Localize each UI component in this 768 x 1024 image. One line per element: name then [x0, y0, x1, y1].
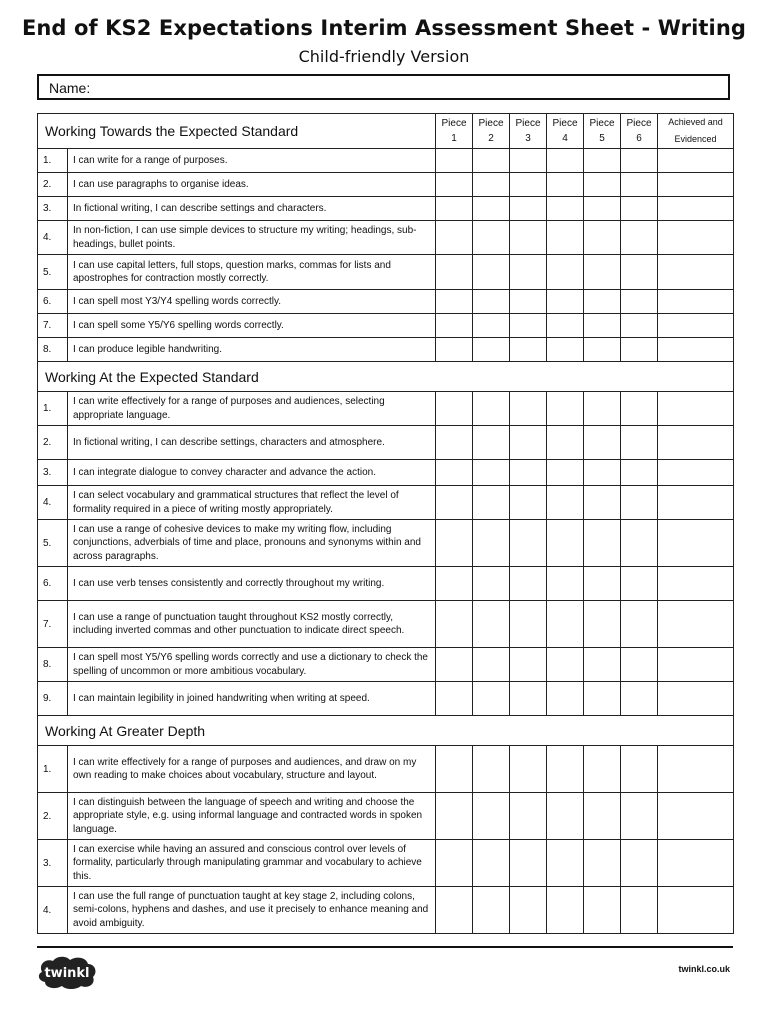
table-row: [38, 567, 734, 601]
piece-checkbox-cell[interactable]: [621, 255, 658, 290]
piece-checkbox-cell[interactable]: [584, 338, 621, 362]
piece-checkbox-cell[interactable]: [621, 221, 658, 255]
piece-checkbox-cell[interactable]: [473, 314, 510, 338]
piece-checkbox-cell[interactable]: [473, 149, 510, 173]
table-row: [38, 460, 734, 486]
piece-checkbox-cell[interactable]: [584, 567, 621, 601]
piece-checkbox-cell[interactable]: [473, 392, 510, 426]
piece-header: [510, 114, 547, 149]
statement-text: I can spell most Y5/Y6 spelling words correctly and use a dictionary to check the spelling of uncommon or more ambitious vocabulary.: [68, 648, 436, 682]
table-row: [38, 520, 734, 567]
row-number: 4.: [38, 221, 68, 255]
piece-checkbox-cell[interactable]: [473, 460, 510, 486]
table-row: [38, 392, 734, 426]
piece-checkbox-cell[interactable]: [436, 567, 473, 601]
piece-header-number: 6: [636, 133, 642, 144]
piece-checkbox-cell[interactable]: [584, 486, 621, 520]
table-row: [38, 290, 734, 314]
piece-checkbox-cell[interactable]: [510, 682, 547, 716]
piece-checkbox-cell[interactable]: [547, 682, 584, 716]
achieved-checkbox-cell[interactable]: [658, 887, 734, 934]
statement-text: In fictional writing, I can describe settings, characters and atmosphere.: [68, 426, 436, 460]
table-row: [38, 173, 734, 197]
page-title: End of KS2 Expectations Interim Assessment Sheet - Writing: [21, 16, 747, 40]
piece-checkbox-cell[interactable]: [436, 486, 473, 520]
table-row: [38, 255, 734, 290]
piece-checkbox-cell[interactable]: [510, 887, 547, 934]
statement-text: I can integrate dialogue to convey character and advance the action.: [68, 460, 436, 486]
row-number: 3.: [38, 840, 68, 887]
piece-checkbox-cell[interactable]: [436, 460, 473, 486]
piece-checkbox-cell[interactable]: [547, 520, 584, 567]
statement-text: I can use a range of punctuation taught throughout KS2 mostly correctly, including inverted commas and other punctuation to indicate direct speech.: [68, 601, 436, 648]
piece-checkbox-cell[interactable]: [584, 197, 621, 221]
table-row: [38, 746, 734, 793]
piece-checkbox-cell[interactable]: [473, 197, 510, 221]
table-row: [38, 149, 734, 173]
name-label: Name:: [49, 80, 91, 96]
row-number: 4.: [38, 486, 68, 520]
achieved-header-line1: Achieved and: [668, 117, 723, 127]
achieved-checkbox-cell[interactable]: [658, 486, 734, 520]
table-row: [38, 338, 734, 362]
piece-checkbox-cell[interactable]: [436, 682, 473, 716]
piece-checkbox-cell[interactable]: [510, 567, 547, 601]
achieved-checkbox-cell[interactable]: [658, 746, 734, 793]
piece-checkbox-cell[interactable]: [436, 255, 473, 290]
achieved-checkbox-cell[interactable]: [658, 793, 734, 840]
piece-checkbox-cell[interactable]: [621, 149, 658, 173]
piece-checkbox-cell[interactable]: [436, 601, 473, 648]
piece-checkbox-cell[interactable]: [547, 486, 584, 520]
statement-text: I can write effectively for a range of purposes and audiences, and draw on my own reading to make choices about vocabulary, structure and layout.: [68, 746, 436, 793]
piece-checkbox-cell[interactable]: [473, 486, 510, 520]
piece-checkbox-cell[interactable]: [584, 149, 621, 173]
piece-checkbox-cell[interactable]: [547, 793, 584, 840]
table-row: [38, 887, 734, 934]
twinkl-logo-text: twinkl: [44, 966, 90, 981]
piece-checkbox-cell[interactable]: [436, 392, 473, 426]
piece-checkbox-cell[interactable]: [436, 793, 473, 840]
piece-checkbox-cell[interactable]: [547, 314, 584, 338]
piece-checkbox-cell[interactable]: [621, 460, 658, 486]
achieved-checkbox-cell[interactable]: [658, 221, 734, 255]
piece-checkbox-cell[interactable]: [436, 221, 473, 255]
piece-header-number: 3: [525, 133, 531, 144]
achieved-checkbox-cell[interactable]: [658, 392, 734, 426]
piece-checkbox-cell[interactable]: [621, 173, 658, 197]
piece-checkbox-cell[interactable]: [584, 648, 621, 682]
piece-checkbox-cell[interactable]: [621, 338, 658, 362]
table-row: [38, 648, 734, 682]
piece-checkbox-cell[interactable]: [510, 314, 547, 338]
piece-checkbox-cell[interactable]: [436, 314, 473, 338]
piece-checkbox-cell[interactable]: [621, 887, 658, 934]
piece-checkbox-cell[interactable]: [436, 648, 473, 682]
statement-text: I can use verb tenses consistently and correctly throughout my writing.: [68, 567, 436, 601]
achieved-checkbox-cell[interactable]: [658, 682, 734, 716]
piece-header-number: 4: [562, 133, 568, 144]
piece-checkbox-cell[interactable]: [547, 290, 584, 314]
name-field[interactable]: [37, 74, 730, 100]
piece-checkbox-cell[interactable]: [473, 682, 510, 716]
piece-header-number: 5: [599, 133, 605, 144]
piece-checkbox-cell[interactable]: [547, 149, 584, 173]
piece-checkbox-cell[interactable]: [436, 887, 473, 934]
statement-text: I can distinguish between the language of speech and writing and choose the appropriate style, e.g. using informal language and contracted words in spoken language.: [68, 793, 436, 840]
piece-checkbox-cell[interactable]: [436, 840, 473, 887]
piece-checkbox-cell[interactable]: [510, 149, 547, 173]
statement-text: I can use the full range of punctuation taught at key stage 2, including colons, semi-colons, hyphens and dashes, and use it precisely to enhance meaning and avoid ambiguity.: [68, 887, 436, 934]
piece-checkbox-cell[interactable]: [510, 197, 547, 221]
piece-header: [621, 114, 658, 149]
piece-checkbox-cell[interactable]: [621, 314, 658, 338]
piece-header-number: 2: [488, 133, 494, 144]
piece-checkbox-cell[interactable]: [584, 601, 621, 648]
statement-text: I can exercise while having an assured and conscious control over levels of formality, particularly through manipulating grammar and vocabulary to achieve this.: [68, 840, 436, 887]
row-number: 2.: [38, 173, 68, 197]
row-number: 8.: [38, 648, 68, 682]
piece-checkbox-cell[interactable]: [621, 601, 658, 648]
piece-checkbox-cell[interactable]: [510, 520, 547, 567]
table-row: [38, 793, 734, 840]
piece-checkbox-cell[interactable]: [510, 338, 547, 362]
piece-checkbox-cell[interactable]: [473, 173, 510, 197]
table-row: [38, 840, 734, 887]
row-number: 5.: [38, 520, 68, 567]
piece-checkbox-cell[interactable]: [584, 290, 621, 314]
piece-checkbox-cell[interactable]: [473, 567, 510, 601]
piece-checkbox-cell[interactable]: [621, 746, 658, 793]
piece-header-word: Piece: [589, 118, 615, 129]
piece-checkbox-cell[interactable]: [584, 682, 621, 716]
row-number: 8.: [38, 338, 68, 362]
section-title: Working At the Expected Standard: [38, 362, 734, 392]
row-number: 7.: [38, 314, 68, 338]
achieved-checkbox-cell[interactable]: [658, 290, 734, 314]
row-number: 1.: [38, 746, 68, 793]
piece-header: [584, 114, 621, 149]
piece-header-word: Piece: [515, 118, 541, 129]
piece-checkbox-cell[interactable]: [473, 290, 510, 314]
statement-text: I can select vocabulary and grammatical structures that reflect the level of formality required in a piece of writing mostly appropriately.: [68, 486, 436, 520]
achieved-checkbox-cell[interactable]: [658, 426, 734, 460]
piece-checkbox-cell[interactable]: [547, 338, 584, 362]
piece-checkbox-cell[interactable]: [473, 887, 510, 934]
row-number: 1.: [38, 149, 68, 173]
piece-checkbox-cell[interactable]: [547, 746, 584, 793]
assessment-table: [37, 113, 734, 934]
piece-checkbox-cell[interactable]: [584, 520, 621, 567]
achieved-checkbox-cell[interactable]: [658, 173, 734, 197]
row-number: 2.: [38, 426, 68, 460]
piece-checkbox-cell[interactable]: [436, 338, 473, 362]
piece-header-word: Piece: [626, 118, 652, 129]
piece-checkbox-cell[interactable]: [510, 601, 547, 648]
piece-checkbox-cell[interactable]: [510, 290, 547, 314]
piece-checkbox-cell[interactable]: [436, 746, 473, 793]
piece-checkbox-cell[interactable]: [621, 520, 658, 567]
piece-checkbox-cell[interactable]: [436, 149, 473, 173]
page-subtitle: Child-friendly Version: [298, 47, 470, 66]
piece-checkbox-cell[interactable]: [584, 793, 621, 840]
piece-checkbox-cell[interactable]: [621, 793, 658, 840]
piece-checkbox-cell[interactable]: [584, 173, 621, 197]
row-number: 3.: [38, 460, 68, 486]
statement-text: I can use capital letters, full stops, question marks, commas for lists and apostrophes for contraction mostly correctly.: [68, 255, 436, 290]
piece-checkbox-cell[interactable]: [621, 392, 658, 426]
piece-checkbox-cell[interactable]: [547, 255, 584, 290]
piece-checkbox-cell[interactable]: [510, 392, 547, 426]
piece-checkbox-cell[interactable]: [547, 887, 584, 934]
piece-checkbox-cell[interactable]: [436, 520, 473, 567]
achieved-checkbox-cell[interactable]: [658, 197, 734, 221]
piece-checkbox-cell[interactable]: [510, 746, 547, 793]
piece-checkbox-cell[interactable]: [547, 392, 584, 426]
footer-site: twinkl.co.uk: [678, 964, 730, 974]
achieved-checkbox-cell[interactable]: [658, 840, 734, 887]
piece-checkbox-cell[interactable]: [510, 648, 547, 682]
statement-text: I can spell most Y3/Y4 spelling words correctly.: [68, 290, 436, 314]
piece-checkbox-cell[interactable]: [547, 460, 584, 486]
piece-checkbox-cell[interactable]: [510, 486, 547, 520]
section-title: Working Towards the Expected Standard: [38, 114, 436, 149]
piece-checkbox-cell[interactable]: [547, 840, 584, 887]
piece-checkbox-cell[interactable]: [621, 567, 658, 601]
piece-header-word: Piece: [552, 118, 578, 129]
piece-header-number: 1: [451, 133, 457, 144]
piece-header-word: Piece: [441, 118, 467, 129]
piece-checkbox-cell[interactable]: [473, 520, 510, 567]
achieved-checkbox-cell[interactable]: [658, 601, 734, 648]
row-number: 4.: [38, 887, 68, 934]
piece-checkbox-cell[interactable]: [584, 460, 621, 486]
statement-text: I can spell some Y5/Y6 spelling words correctly.: [68, 314, 436, 338]
statement-text: I can write effectively for a range of purposes and audiences, selecting appropriate language.: [68, 392, 436, 426]
row-number: 3.: [38, 197, 68, 221]
piece-checkbox-cell[interactable]: [547, 567, 584, 601]
piece-checkbox-cell[interactable]: [547, 601, 584, 648]
piece-checkbox-cell[interactable]: [584, 426, 621, 460]
achieved-checkbox-cell[interactable]: [658, 460, 734, 486]
achieved-header-line2: Evidenced: [674, 134, 717, 144]
piece-checkbox-cell[interactable]: [584, 840, 621, 887]
piece-checkbox-cell[interactable]: [584, 392, 621, 426]
piece-checkbox-cell[interactable]: [547, 197, 584, 221]
table-row: [38, 682, 734, 716]
piece-checkbox-cell[interactable]: [436, 426, 473, 460]
achieved-checkbox-cell[interactable]: [658, 648, 734, 682]
row-number: 5.: [38, 255, 68, 290]
statement-text: In fictional writing, I can describe settings and characters.: [68, 197, 436, 221]
row-number: 6.: [38, 290, 68, 314]
piece-header: [436, 114, 473, 149]
piece-checkbox-cell[interactable]: [621, 682, 658, 716]
piece-checkbox-cell[interactable]: [584, 887, 621, 934]
piece-checkbox-cell[interactable]: [510, 221, 547, 255]
piece-header: [547, 114, 584, 149]
piece-checkbox-cell[interactable]: [473, 648, 510, 682]
piece-checkbox-cell[interactable]: [584, 221, 621, 255]
twinkl-logo: [36, 955, 98, 989]
section-title: Working At Greater Depth: [38, 716, 734, 746]
achieved-checkbox-cell[interactable]: [658, 567, 734, 601]
statement-text: In non-fiction, I can use simple devices to structure my writing; headings, sub-headings, bullet points.: [68, 221, 436, 255]
piece-checkbox-cell[interactable]: [473, 793, 510, 840]
footer-divider: [37, 946, 733, 948]
achieved-checkbox-cell[interactable]: [658, 520, 734, 567]
table-row: [38, 221, 734, 255]
table-row: [38, 601, 734, 648]
piece-checkbox-cell[interactable]: [621, 648, 658, 682]
row-number: 9.: [38, 682, 68, 716]
piece-checkbox-cell[interactable]: [436, 197, 473, 221]
achieved-checkbox-cell[interactable]: [658, 255, 734, 290]
piece-checkbox-cell[interactable]: [473, 840, 510, 887]
piece-checkbox-cell[interactable]: [584, 746, 621, 793]
piece-checkbox-cell[interactable]: [510, 173, 547, 197]
piece-checkbox-cell[interactable]: [621, 197, 658, 221]
section-header: [38, 114, 734, 149]
section-header: [38, 716, 734, 746]
piece-checkbox-cell[interactable]: [473, 255, 510, 290]
piece-checkbox-cell[interactable]: [510, 426, 547, 460]
piece-checkbox-cell[interactable]: [436, 290, 473, 314]
section-header: [38, 362, 734, 392]
piece-checkbox-cell[interactable]: [510, 255, 547, 290]
achieved-header: [658, 114, 734, 149]
table-row: [38, 426, 734, 460]
piece-checkbox-cell[interactable]: [436, 173, 473, 197]
row-number: 1.: [38, 392, 68, 426]
piece-checkbox-cell[interactable]: [584, 314, 621, 338]
piece-checkbox-cell[interactable]: [547, 173, 584, 197]
piece-checkbox-cell[interactable]: [584, 255, 621, 290]
statement-text: I can write for a range of purposes.: [68, 149, 436, 173]
piece-header: [473, 114, 510, 149]
piece-checkbox-cell[interactable]: [547, 221, 584, 255]
piece-header-word: Piece: [478, 118, 504, 129]
piece-checkbox-cell[interactable]: [510, 840, 547, 887]
achieved-checkbox-cell[interactable]: [658, 149, 734, 173]
piece-checkbox-cell[interactable]: [547, 648, 584, 682]
piece-checkbox-cell[interactable]: [621, 290, 658, 314]
statement-text: I can use paragraphs to organise ideas.: [68, 173, 436, 197]
statement-text: I can maintain legibility in joined handwriting when writing at speed.: [68, 682, 436, 716]
row-number: 7.: [38, 601, 68, 648]
piece-checkbox-cell[interactable]: [473, 426, 510, 460]
statement-text: I can produce legible handwriting.: [68, 338, 436, 362]
row-number: 6.: [38, 567, 68, 601]
table-row: [38, 486, 734, 520]
piece-checkbox-cell[interactable]: [547, 426, 584, 460]
achieved-checkbox-cell[interactable]: [658, 314, 734, 338]
piece-checkbox-cell[interactable]: [473, 338, 510, 362]
piece-checkbox-cell[interactable]: [473, 746, 510, 793]
table-row: [38, 314, 734, 338]
piece-checkbox-cell[interactable]: [510, 460, 547, 486]
row-number: 2.: [38, 793, 68, 840]
statement-text: I can use a range of cohesive devices to make my writing flow, including conjunctions, adverbials of time and place, pronouns and synonyms within and across paragraphs.: [68, 520, 436, 567]
achieved-checkbox-cell[interactable]: [658, 338, 734, 362]
piece-checkbox-cell[interactable]: [621, 840, 658, 887]
piece-checkbox-cell[interactable]: [473, 601, 510, 648]
piece-checkbox-cell[interactable]: [621, 486, 658, 520]
table-row: [38, 197, 734, 221]
piece-checkbox-cell[interactable]: [473, 221, 510, 255]
piece-checkbox-cell[interactable]: [510, 793, 547, 840]
piece-checkbox-cell[interactable]: [621, 426, 658, 460]
